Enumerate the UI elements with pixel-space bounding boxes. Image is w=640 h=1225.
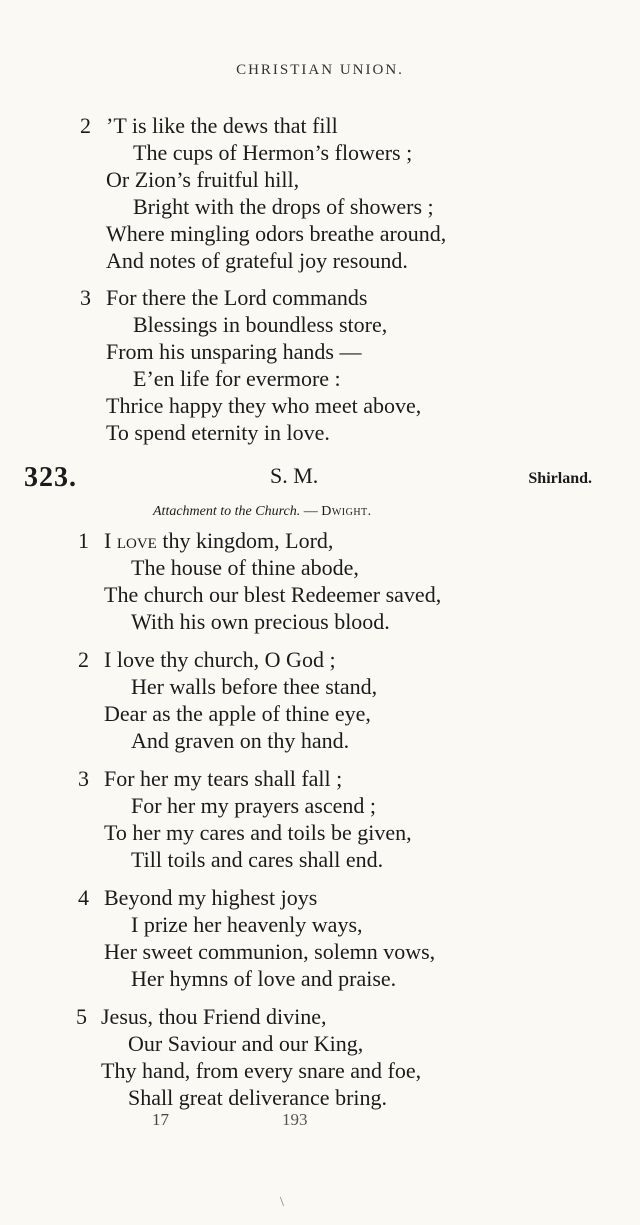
verse-line: I prize her heavenly ways, (131, 912, 363, 937)
page-number: 193 (282, 1110, 308, 1129)
hymn-meter: S. M. (270, 463, 319, 488)
verse-line: And graven on thy hand. (131, 728, 350, 753)
tune-name: Shirland. (528, 470, 592, 487)
hymn-number: 323. (24, 462, 77, 493)
first-word: I love (104, 528, 157, 553)
verse-line: The house of thine abode, (131, 555, 359, 580)
verse-line: The cups of Hermon’s flowers ; (133, 140, 413, 165)
verse-line: Jesus, thou Friend divine, (101, 1004, 327, 1029)
verse-line: Her hymns of love and praise. (131, 966, 397, 991)
stanza-number: 4 (78, 885, 89, 910)
verse-line: ’T is like the dews that fill (106, 113, 338, 138)
verse-line: Her walls before thee stand, (131, 674, 378, 699)
verse-line: For her my prayers ascend ; (131, 793, 376, 818)
verse-line: For her my tears shall fall ; (104, 766, 343, 791)
verse-line: Or Zion’s fruitful hill, (106, 167, 300, 192)
verse-line-rest: thy kingdom, Lord, (162, 528, 334, 553)
signature-mark: 17 (152, 1110, 169, 1129)
verse-line: With his own precious blood. (131, 609, 390, 634)
verse-line: Dear as the apple of thine eye, (104, 701, 371, 726)
running-head: CHRISTIAN UNION. (236, 62, 404, 78)
verse-line: Thy hand, from every snare and foe, (101, 1058, 422, 1083)
verse-line: Her sweet communion, solemn vows, (104, 939, 436, 964)
attribution-dash: — (303, 504, 318, 519)
stanza-number: 3 (78, 766, 89, 791)
hymn-author: Dwight. (321, 504, 372, 519)
verse-line: From his unsparing hands — (106, 339, 362, 364)
stanza-number: 2 (80, 113, 91, 138)
verse-line: To spend eternity in love. (106, 420, 330, 445)
verse-line: I love thy church, O God ; (104, 647, 336, 672)
stanza-number: 1 (78, 528, 89, 553)
verse-line: Till toils and cares shall end. (131, 847, 384, 872)
hymn-title: Attachment to the Church. (153, 504, 301, 519)
verse-line: Blessings in boundless store, (133, 312, 388, 337)
stanza-number: 2 (78, 647, 89, 672)
stanza-number: 3 (80, 285, 91, 310)
verse-line (104, 527, 333, 554)
stanza-number: 5 (76, 1004, 87, 1029)
verse-line: And notes of grateful joy resound. (106, 248, 408, 273)
verse-line: Beyond my highest joys (104, 885, 318, 910)
verse-line: For there the Lord commands (106, 285, 368, 310)
stray-mark: \ (280, 1195, 284, 1210)
hymn-attribution (153, 504, 372, 520)
verse-line: To her my cares and toils be given, (104, 820, 412, 845)
verse-line: Shall great deliverance bring. (128, 1085, 388, 1110)
verse-line: Our Saviour and our King, (128, 1031, 364, 1056)
verse-line: E’en life for evermore : (133, 366, 341, 391)
verse-line: Where mingling odors breathe around, (106, 221, 447, 246)
verse-line: Thrice happy they who meet above, (106, 393, 422, 418)
verse-line: Bright with the drops of showers ; (133, 194, 434, 219)
verse-line: The church our blest Redeemer saved, (104, 582, 442, 607)
